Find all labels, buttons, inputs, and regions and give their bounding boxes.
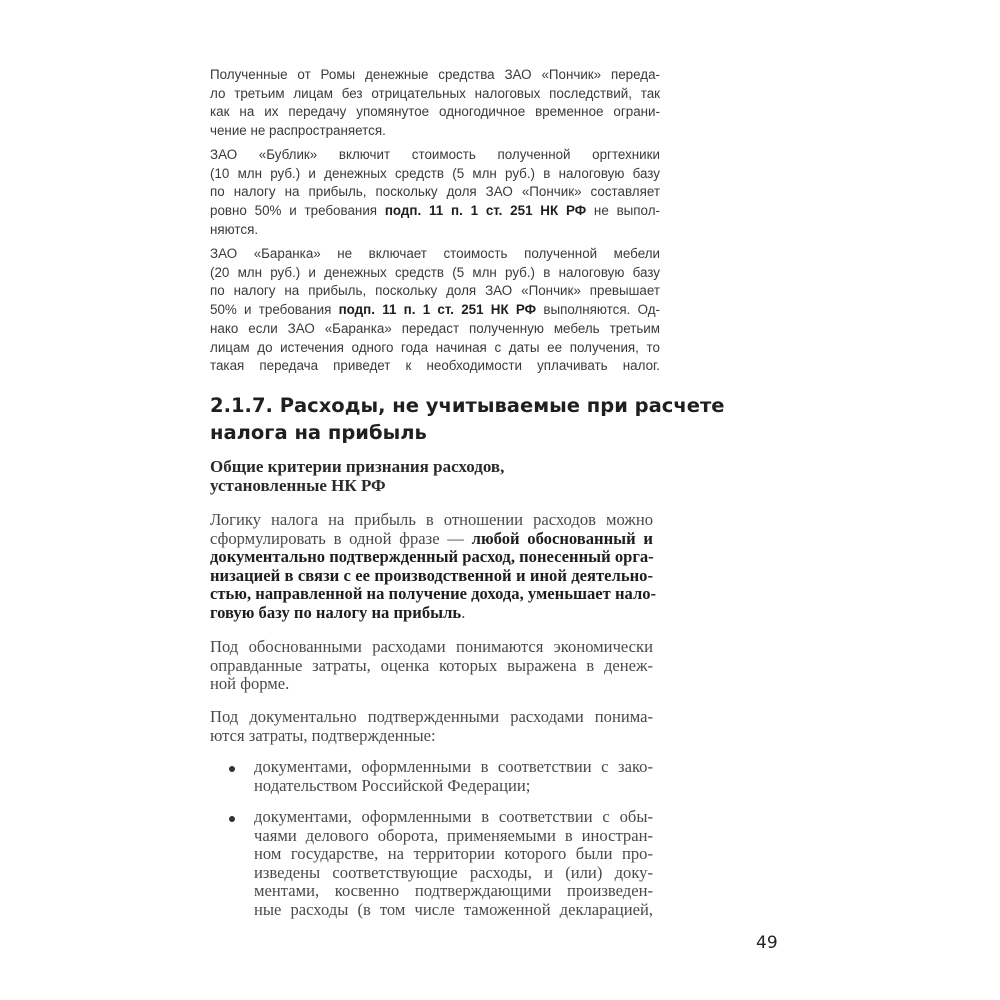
bold-text: подп. 11 п. 1 ст. 251 НК РФ — [384, 203, 587, 219]
text-run: чаями делового оборота, применяемыми в иностран- — [254, 825, 653, 845]
paragraph-documented-expenses — [210, 708, 653, 745]
paragraph-ponchik-transfer — [210, 66, 660, 141]
text-run: ном государстве, на территории которого были про- — [254, 844, 653, 864]
paragraph-expense-logic — [210, 510, 657, 623]
bold-text: документально подтвержденный расход, понесенный орга- — [210, 547, 654, 567]
text-line — [210, 282, 660, 301]
text-line — [254, 758, 653, 777]
text-run: Общие критерии признания расходов, — [210, 457, 505, 476]
text-line — [210, 320, 660, 339]
text-run: . — [461, 602, 466, 622]
paragraph-justified-expenses — [210, 638, 653, 694]
text-line — [254, 845, 653, 864]
text-line — [210, 604, 653, 623]
text-run: ментами, косвенно подтверждающими произведен- — [254, 881, 653, 901]
text-line — [210, 392, 725, 419]
text-run: такая передача приведет к необходимости уплачивать налог. — [210, 358, 660, 374]
text-run: документами, оформленными в соответствии с зако- — [254, 757, 653, 776]
text-run: Логику налога на прибыль в отношении расходов можно — [210, 510, 653, 529]
bullet-icon — [229, 766, 235, 772]
text-line — [210, 548, 653, 567]
text-line — [210, 183, 660, 202]
text-run: не выпол- — [586, 203, 660, 219]
text-run: по налогу на прибыль, поскольку доля ЗАО «Пончик» превышает — [210, 283, 660, 299]
list-item — [254, 758, 653, 795]
text-line — [254, 882, 653, 901]
text-run: выполняются. Од- — [536, 302, 660, 318]
text-line — [210, 103, 660, 122]
text-run: документами, оформленными в соответствии с обы- — [254, 807, 653, 826]
text-line — [210, 357, 660, 376]
text-line — [210, 708, 653, 727]
text-run: чение не распространяется. — [210, 123, 386, 139]
bold-text: говую базу по налогу на прибыль — [210, 602, 462, 622]
text-line — [210, 584, 657, 604]
text-line — [210, 339, 660, 358]
section-heading — [210, 392, 725, 446]
bold-text: стью, направленной на получение дохода, уменьшает нало- — [210, 584, 657, 604]
text-run: ной форме. — [210, 674, 290, 694]
text-run: нодательством Российской Федерации; — [254, 775, 531, 795]
text-run: ровно 50% и требования — [210, 203, 385, 219]
text-run: ло третьим лицам без отрицательных налоговых последствий, так — [210, 85, 660, 101]
text-line — [210, 245, 660, 264]
text-line — [210, 657, 653, 676]
text-run: (10 млн руб.) и денежных средств (5 млн руб.) в налоговую базу — [210, 165, 660, 181]
text-line — [210, 476, 660, 495]
text-run: оправданные затраты, оценка которых выражена в денеж- — [210, 655, 653, 675]
bold-text: низацией в связи с ее производственной и иной деятельно- — [210, 565, 653, 585]
text-run: Под обоснованными расходами понимаются экономически — [210, 637, 653, 656]
text-run: как на их передачу упомянутое одногодичное временное ограни- — [210, 104, 660, 120]
text-line — [254, 808, 653, 827]
text-run: няются. — [210, 221, 259, 237]
text-line — [210, 146, 660, 165]
paragraph-bublik — [210, 146, 660, 240]
text-line — [210, 301, 660, 320]
text-line — [210, 85, 660, 104]
text-line — [210, 264, 660, 283]
text-run: 2.1.7. Расходы, не учитываемые при расчете — [210, 394, 725, 417]
text-line — [254, 901, 653, 920]
bold-text: любой обоснованный и — [471, 528, 653, 548]
text-run: изведены соответствующие расходы, и (или) доку- — [254, 862, 653, 882]
text-run: по налогу на прибыль, поскольку доля ЗАО «Пончик» составляет — [210, 184, 660, 200]
text-line — [210, 66, 660, 85]
text-run: ЗАО «Бублик» включит стоимость полученной оргтехники — [210, 147, 660, 162]
text-line — [210, 419, 660, 446]
text-run: налога на прибыль — [210, 421, 427, 444]
text-line — [210, 457, 660, 476]
text-line — [254, 827, 653, 846]
text-line — [210, 727, 653, 746]
text-line — [210, 530, 653, 549]
text-run: Полученные от Ромы денежные средства ЗАО «Пончик» переда- — [210, 67, 660, 82]
text-line — [210, 202, 660, 221]
bold-text: подп. 11 п. 1 ст. 251 НК РФ — [338, 302, 537, 318]
text-run: ные расходы (в том числе таможенной декларацией, — [254, 899, 653, 919]
text-run: сформулировать в одной фразе — — [210, 528, 472, 548]
text-line — [210, 567, 653, 586]
text-line — [210, 122, 660, 141]
list-item — [254, 808, 653, 920]
subheading — [210, 457, 660, 495]
text-line — [210, 511, 653, 530]
text-run: Под документально подтвержденными расходами понима- — [210, 707, 653, 726]
text-run: (20 млн руб.) и денежных средств (5 млн руб.) в налоговую базу — [210, 264, 660, 280]
text-line — [254, 777, 653, 796]
page-number: 49 — [756, 933, 778, 953]
text-line — [210, 638, 653, 657]
text-run: 50% и требования — [210, 302, 339, 318]
text-run: установленные НК РФ — [210, 476, 386, 495]
bullet-icon — [229, 816, 235, 822]
text-run: ЗАО «Баранка» не включает стоимость полученной мебели — [210, 246, 660, 261]
paragraph-baranka — [210, 245, 660, 376]
text-run: ются затраты, подтвержденные: — [210, 725, 436, 745]
text-line — [210, 221, 660, 240]
text-line — [254, 864, 653, 883]
text-run: лицам до истечения одного года начиная с даты ее получения, то — [210, 339, 660, 355]
text-line — [210, 675, 653, 694]
text-line — [210, 165, 660, 184]
text-run: нако если ЗАО «Баранка» передаст полученную мебель третьим — [210, 320, 660, 336]
